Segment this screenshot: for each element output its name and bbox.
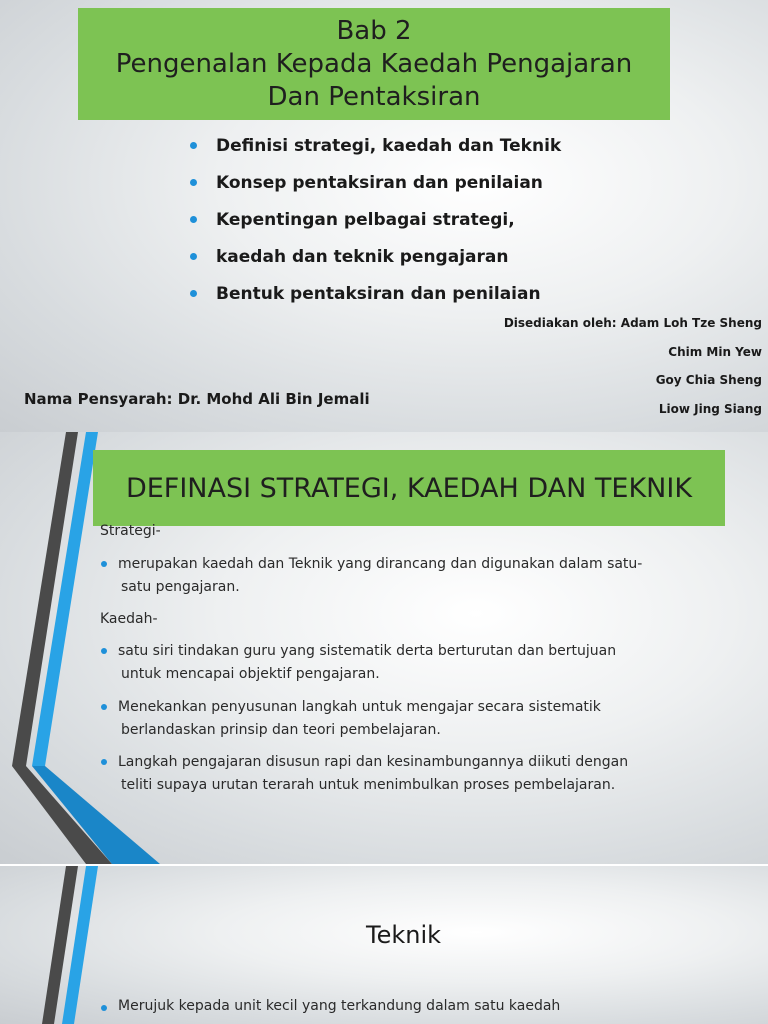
prepared-by-block bbox=[504, 314, 762, 428]
list-item: Merujuk kepada unit kecil yang terkandung dalam satu kaedah bbox=[100, 998, 560, 1014]
kaedah-point: Menekankan penyusunan langkah untuk mengajar secara sistematik berlandaskan prinsip dan teori pembelajaran. bbox=[100, 696, 710, 742]
bullet-dot-icon bbox=[101, 648, 107, 654]
kaedah-label: Kaedah- bbox=[100, 611, 158, 627]
slide-2-title: DEFINASI STRATEGI, KAEDAH DAN TEKNIK bbox=[125, 472, 693, 504]
prepared-by-line: Disediakan oleh: Adam Loh Tze Sheng bbox=[503, 316, 762, 330]
topic-list bbox=[190, 134, 561, 319]
prepared-by-line: Chim Min Yew bbox=[668, 344, 762, 359]
bullet-dot-icon bbox=[190, 253, 197, 260]
kaedah-point: satu siri tindakan guru yang sistematik derta berturutan dan bertujuan untuk mencapai objektif pengajaran. bbox=[100, 640, 710, 686]
list-item: kaedah dan teknik pengajaran bbox=[190, 245, 561, 282]
bullet-dot-icon bbox=[101, 704, 107, 710]
list-item: Bentuk pentaksiran dan penilaian bbox=[190, 282, 561, 319]
kaedah-point: Langkah pengajaran disusun rapi dan kesinambungannya diikuti dengan teliti supaya urutan terarah untuk menimbulkan proses pembelajaran. bbox=[100, 751, 710, 797]
bullet-dot-icon bbox=[101, 1005, 107, 1011]
bullet-dot-icon bbox=[101, 561, 107, 567]
list-item: Definisi strategi, kaedah dan Teknik bbox=[190, 134, 561, 171]
slide-3 bbox=[0, 866, 768, 1024]
list-item: Kepentingan pelbagai strategi, bbox=[190, 208, 561, 245]
title-line-3: Dan Pentaksiran bbox=[267, 81, 481, 112]
lecturer-name: Nama Pensyarah: Dr. Mohd Ali Bin Jemali bbox=[24, 390, 370, 408]
list-item: Konsep pentaksiran dan penilaian bbox=[190, 171, 561, 208]
bullet-dot-icon bbox=[190, 290, 197, 297]
slide-1-title-box bbox=[78, 8, 670, 120]
slide-2-title-box bbox=[93, 450, 725, 526]
slide-2 bbox=[0, 432, 768, 864]
bullet-dot-icon bbox=[101, 759, 107, 765]
title-line-1: Bab 2 bbox=[336, 15, 412, 46]
bullet-dot-icon bbox=[190, 179, 197, 186]
prepared-by-line: Goy Chia Sheng bbox=[655, 373, 762, 387]
strategi-point: merupakan kaedah dan Teknik yang dirancang dan digunakan dalam satu- satu pengajaran. bbox=[100, 553, 710, 599]
bullet-dot-icon bbox=[190, 142, 197, 149]
title-line-2: Pengenalan Kepada Kaedah Pengajaran bbox=[115, 48, 633, 79]
prepared-by-line: Liow Jing Siang bbox=[658, 401, 762, 416]
slide-3-heading: Teknik bbox=[366, 921, 442, 949]
bullet-dot-icon bbox=[190, 216, 197, 223]
strategi-label: Strategi- bbox=[100, 523, 161, 539]
slide-1 bbox=[0, 0, 768, 432]
